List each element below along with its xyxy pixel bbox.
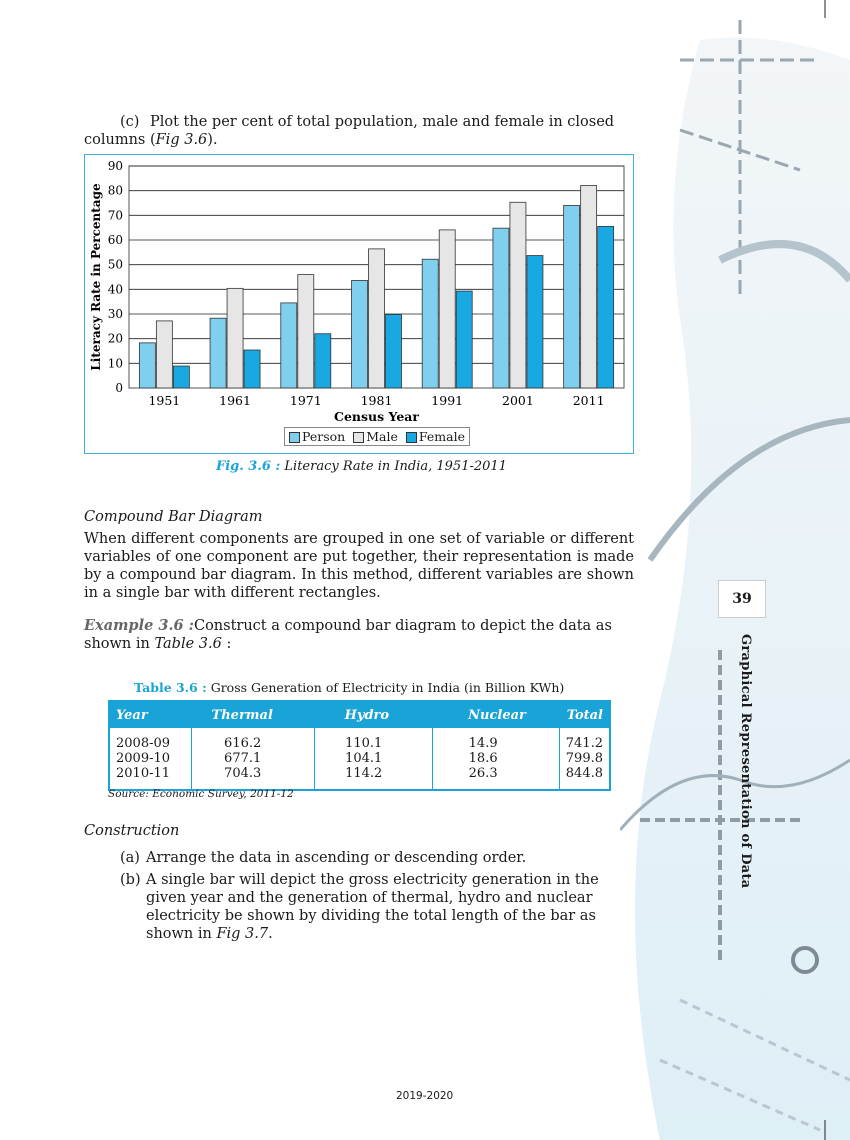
y-tick-label: 30	[107, 307, 123, 321]
x-tick-label: 1981	[360, 393, 393, 408]
bar-male	[581, 185, 597, 388]
x-tick-label: 2001	[502, 393, 534, 408]
decorative-map-sketch	[620, 0, 850, 1140]
electricity-table	[108, 700, 611, 791]
figure-caption: Fig. 3.6 : Literacy Rate in India, 1951-2011	[216, 459, 507, 474]
bar-male	[156, 321, 172, 388]
y-tick-label: 90	[107, 159, 123, 173]
bar-person	[210, 318, 226, 388]
chart-legend	[284, 427, 470, 446]
construction-step-b: (b) A single bar will depict the gross electricity generation in the given year and the generation of thermal, hydro and nuclear electricity be shown by dividing the total length of the bar as shown in Fig 3.7.	[120, 872, 599, 942]
bar-person	[139, 343, 155, 388]
y-tick-label: 50	[107, 257, 123, 272]
x-tick-label: 1971	[289, 393, 322, 408]
bar-female	[173, 366, 189, 388]
legend-female: Female	[406, 429, 465, 444]
bar-male	[510, 202, 526, 388]
table-source: Source: Economic Survey, 2011-12	[108, 788, 294, 800]
table-header-row: Year Thermal Hydro Nuclear Total	[109, 701, 610, 728]
table-row: 2008-09 2009-10 2010-11 616.2 677.1 704.3 110.1 104.1 114.2 14.9 18.6 26.3 741.2 799.8 844.8	[109, 728, 610, 790]
construction-step-a: (a) Arrange the data in ascending or descending order.	[120, 850, 527, 866]
bar-male	[298, 275, 314, 388]
legend-person: Person	[289, 429, 345, 444]
y-tick-label: 80	[107, 183, 123, 198]
x-tick-label: 1991	[431, 393, 464, 408]
bar-person	[493, 228, 509, 388]
footer-year: 2019-2020	[396, 1090, 454, 1102]
bar-female	[527, 256, 543, 388]
y-tick-label: 70	[107, 208, 123, 223]
table-title: Table 3.6 : Gross Generation of Electricity in India (in Billion KWh)	[134, 680, 565, 695]
x-tick-label: 1961	[219, 393, 251, 408]
x-axis-label: Census Year	[334, 409, 419, 424]
section-body: When different components are grouped in one set of variable or different variables of one component are put together, their representation is made by a compound bar diagram. In this method, different variables are shown in a single bar with different rectangles.	[84, 531, 634, 601]
bar-male	[369, 249, 385, 388]
bar-person	[564, 205, 580, 388]
x-tick-label: 1951	[148, 393, 181, 408]
literacy-bar-chart	[84, 154, 634, 434]
bar-female	[456, 291, 472, 388]
chapter-title: Graphical Representation of Data	[738, 634, 753, 889]
bar-male	[439, 230, 455, 388]
y-tick-label: 60	[107, 233, 123, 247]
bar-person	[352, 280, 368, 388]
example-paragraph: Example 3.6 :Construct a compound bar diagram to depict the data as shown in Table 3.6 :	[84, 617, 612, 652]
bar-female	[315, 334, 331, 388]
page-number: 39	[718, 580, 766, 618]
section-heading: Compound Bar Diagram	[84, 509, 263, 525]
bar-female	[244, 350, 260, 388]
construction-heading: Construction	[84, 823, 180, 839]
legend-male: Male	[353, 429, 398, 444]
y-tick-label: 0	[115, 381, 123, 395]
y-tick-label: 40	[107, 282, 123, 297]
y-tick-label: 20	[107, 331, 123, 346]
bar-person	[281, 303, 297, 388]
y-tick-label: 10	[107, 356, 123, 371]
bar-female	[598, 226, 614, 388]
intro-paragraph: (c) Plot the per cent of total population, male and female in closed columns (Fig 3.6).	[84, 114, 615, 148]
bar-female	[386, 314, 402, 388]
x-tick-label: 2011	[572, 393, 605, 408]
y-axis-label: Literacy Rate in Percentage	[89, 183, 103, 371]
bar-male	[227, 288, 243, 388]
bar-person	[422, 259, 438, 388]
intro-marker: (c)	[120, 114, 140, 130]
